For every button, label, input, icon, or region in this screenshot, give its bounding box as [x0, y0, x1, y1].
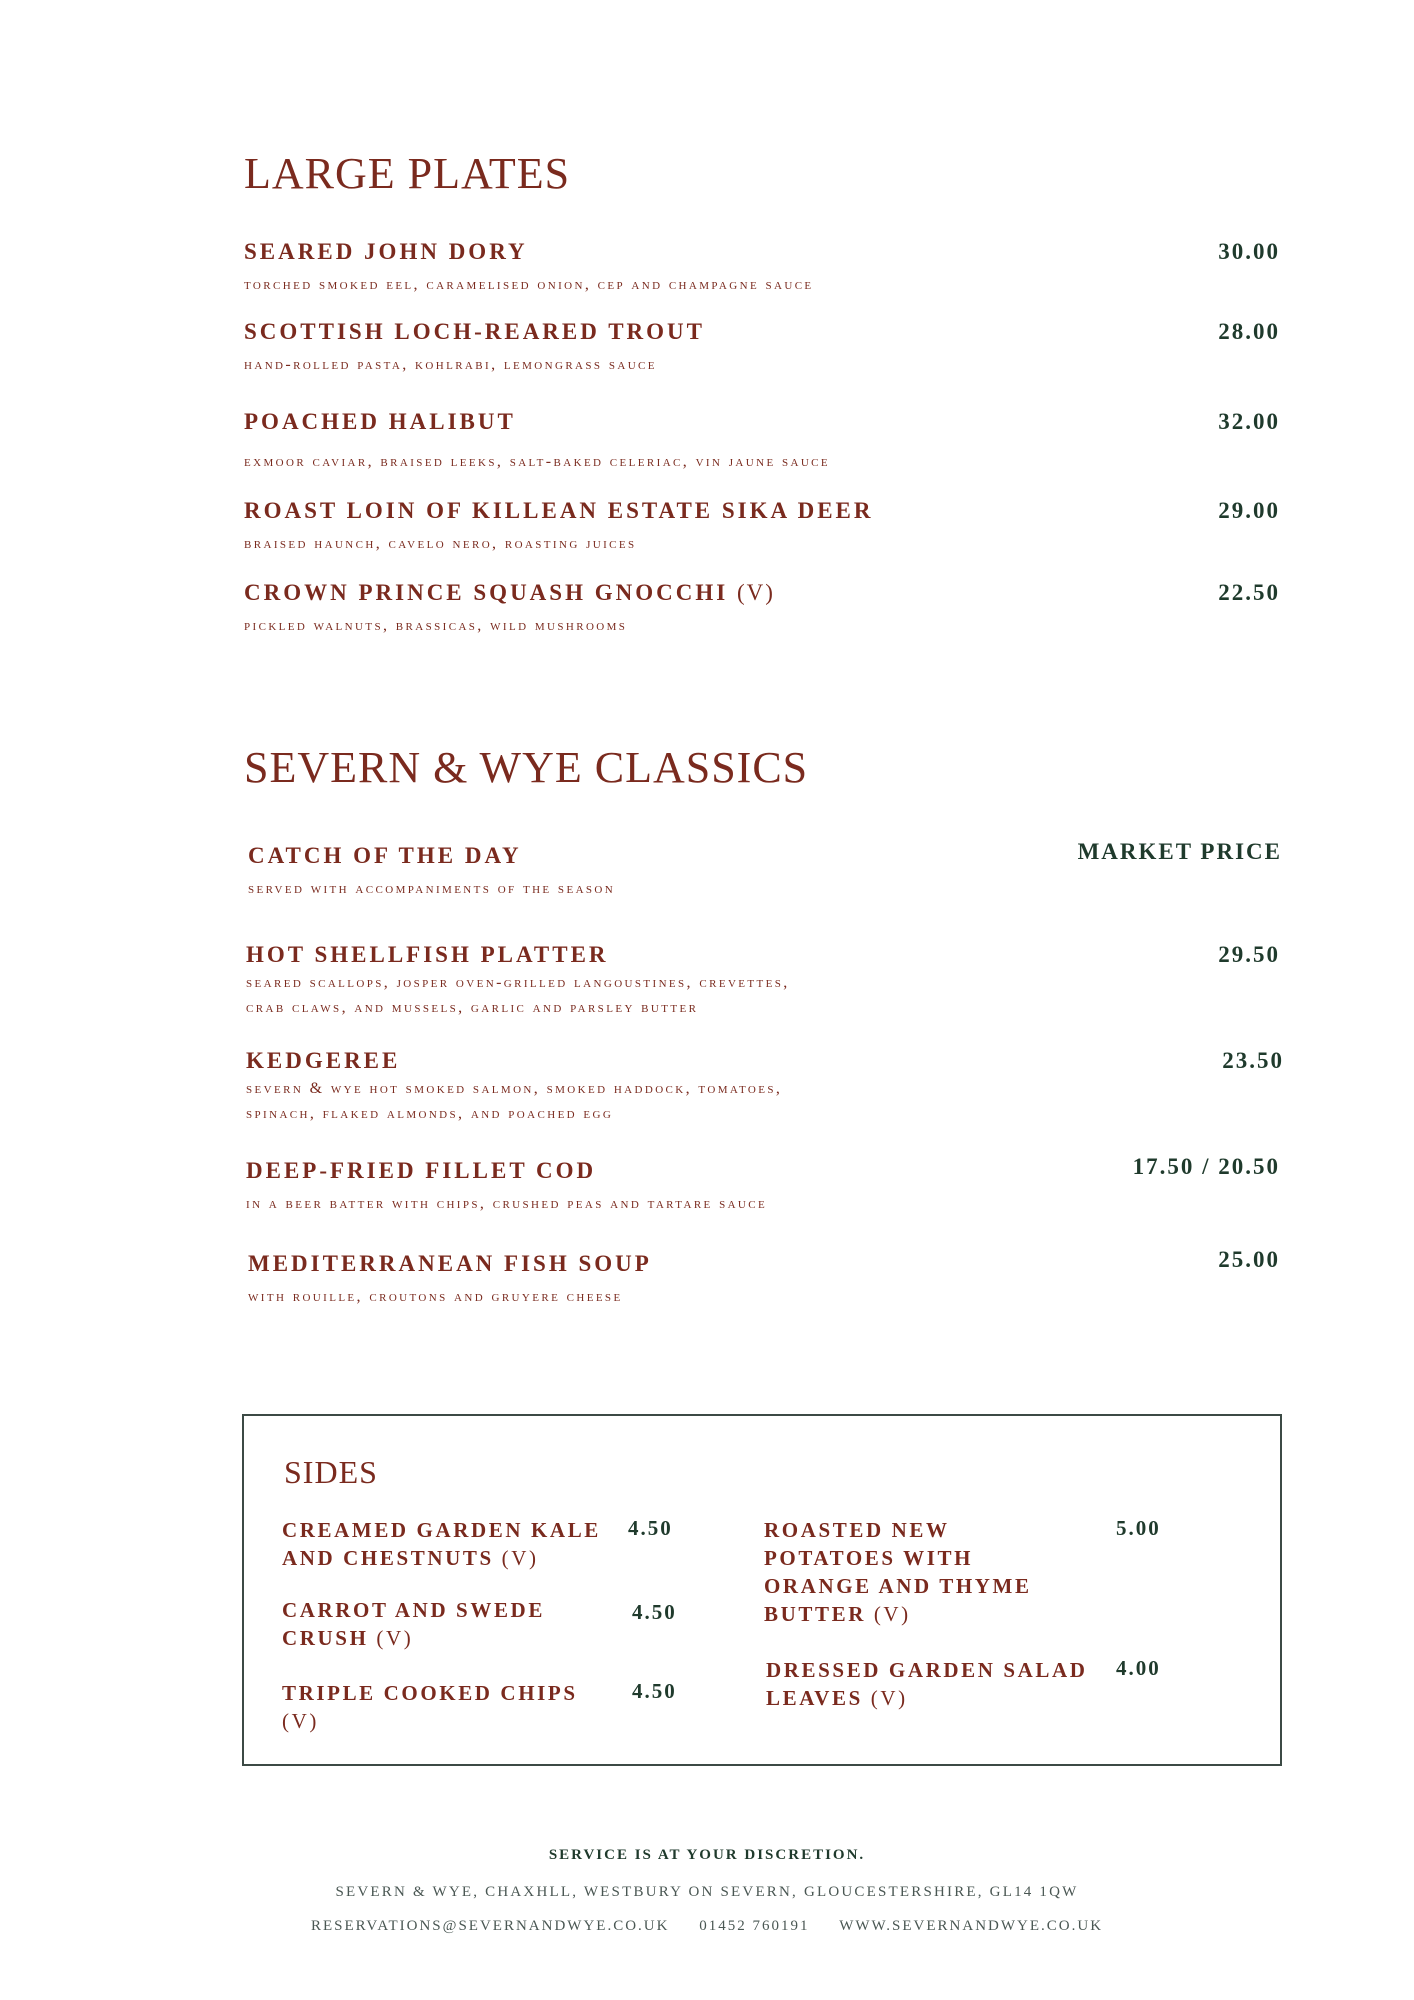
menu-item [244, 409, 1280, 474]
menu-item [244, 580, 1280, 638]
vegetarian-mark: (V) [870, 1686, 908, 1710]
item-description [246, 970, 1280, 1020]
item-price: 25.00 [1218, 1247, 1280, 1272]
vegetarian-mark: (V) [282, 1709, 319, 1733]
classics-title: SEVERN & WYE CLASSICS [244, 743, 809, 792]
side-name-text: LEAVES [766, 1686, 863, 1710]
item-name: HOT SHELLFISH PLATTER [246, 942, 609, 967]
side-name-line: ROASTED NEW [764, 1518, 950, 1542]
menu-item [246, 1154, 1280, 1216]
side-name [282, 1596, 692, 1652]
vegetarian-mark: (V) [873, 1602, 911, 1626]
item-price: 23.50 [1222, 1048, 1284, 1073]
side-item [282, 1596, 692, 1652]
sides-title: SIDES [284, 1454, 378, 1490]
item-name: POACHED HALIBUT [244, 409, 516, 434]
item-description: in a beer batter with chips, crushed peas and tartare sauce [246, 1195, 768, 1212]
item-name: SCOTTISH LOCH-REARED TROUT [244, 319, 705, 344]
item-description-line: severn & wye hot smoked salmon, smoked haddock, tomatoes, [246, 1080, 783, 1097]
side-price: 4.00 [1116, 1656, 1161, 1680]
sides-box [242, 1414, 1282, 1766]
vegetarian-mark: (V) [501, 1546, 539, 1570]
menu-item [246, 942, 1280, 1020]
website-link[interactable]: WWW.SEVERNANDWYE.CO.UK [839, 1918, 1104, 1934]
side-name-line: POTATOES WITH [764, 1546, 974, 1570]
item-price: 30.00 [1218, 239, 1280, 264]
item-description [246, 1076, 1284, 1126]
item-name: SEARED JOHN DORY [244, 239, 528, 264]
side-name-line [766, 1684, 1186, 1712]
menu-item [244, 498, 1280, 556]
menu-item [248, 1247, 1280, 1309]
item-price: MARKET PRICE [1077, 839, 1282, 864]
email-link[interactable]: RESERVATIONS@SEVERNANDWYE.CO.UK [310, 1918, 670, 1934]
item-description: pickled walnuts, brassicas, wild mushrooms [244, 617, 628, 634]
vegetarian-mark: (V) [736, 580, 775, 605]
menu-item [244, 239, 1280, 297]
item-description: braised haunch, cavelo nero, roasting juices [244, 535, 637, 552]
vegetarian-mark: (V) [376, 1626, 414, 1650]
side-name-line [282, 1544, 692, 1572]
item-description-line: crab claws, and mussels, garlic and parsley butter [246, 999, 699, 1016]
side-price: 4.50 [632, 1600, 677, 1624]
item-description-line: spinach, flaked almonds, and poached egg [246, 1105, 614, 1122]
item-price: 29.50 [1218, 942, 1280, 967]
item-price: 29.00 [1218, 498, 1280, 523]
phone-number[interactable]: 01452 760191 [699, 1918, 810, 1934]
side-name-line: CREAMED GARDEN KALE [282, 1518, 601, 1542]
item-name: DEEP-FRIED FILLET COD [246, 1158, 597, 1183]
side-name-line [764, 1600, 1184, 1628]
side-name-text: CRUSH [282, 1626, 369, 1650]
side-name-line: CARROT AND SWEDE [282, 1598, 545, 1622]
item-name: MEDITERRANEAN FISH SOUP [248, 1251, 652, 1276]
side-item [282, 1679, 692, 1735]
contact-line [0, 1918, 1414, 1935]
service-note: SERVICE IS AT YOUR DISCRETION. [548, 1847, 866, 1863]
item-price: 22.50 [1218, 580, 1280, 605]
side-name-line: TRIPLE COOKED CHIPS [282, 1681, 578, 1705]
side-name-line: DRESSED GARDEN SALAD [766, 1658, 1088, 1682]
side-name-text: BUTTER [764, 1602, 866, 1626]
address: SEVERN & WYE, CHAXHLL, WESTBURY ON SEVERN, GLOUCESTERSHIRE, GL14 1QW [335, 1884, 1079, 1900]
side-name-line [282, 1624, 692, 1652]
item-name: KEDGEREE [246, 1048, 401, 1073]
side-item [282, 1516, 692, 1572]
side-item [764, 1516, 1184, 1628]
item-description: hand-rolled pasta, kohlrabi, lemongrass sauce [244, 356, 657, 373]
side-name-text: AND CHESTNUTS [282, 1546, 494, 1570]
item-name: ROAST LOIN OF KILLEAN ESTATE SIKA DEER [244, 498, 874, 523]
item-name-text: CROWN PRINCE SQUASH GNOCCHI [244, 580, 729, 605]
item-price: 32.00 [1218, 409, 1280, 434]
item-description: exmoor caviar, braised leeks, salt-baked celeriac, vin jaune sauce [244, 453, 831, 470]
side-name [282, 1679, 692, 1735]
item-description-line: seared scallops, josper oven-grilled langoustines, crevettes, [246, 974, 790, 991]
item-description: with rouille, croutons and gruyere cheese [248, 1288, 623, 1305]
item-description: served with accompaniments of the season [248, 880, 616, 897]
item-price: 28.00 [1218, 319, 1280, 344]
item-name: CATCH OF THE DAY [248, 843, 522, 868]
side-price: 4.50 [628, 1516, 673, 1540]
menu-item [248, 839, 1282, 901]
item-price: 17.50 / 20.50 [1132, 1154, 1280, 1179]
large-plates-title: LARGE PLATES [244, 149, 571, 198]
item-name [244, 580, 1280, 606]
menu-item [246, 1048, 1284, 1126]
side-name-line: ORANGE AND THYME [764, 1574, 1032, 1598]
side-item [766, 1656, 1186, 1712]
side-price: 5.00 [1116, 1516, 1161, 1540]
menu-item [244, 319, 1280, 377]
item-description: torched smoked eel, caramelised onion, cep and champagne sauce [244, 276, 814, 293]
side-name-line [282, 1707, 692, 1735]
side-price: 4.50 [632, 1679, 677, 1703]
